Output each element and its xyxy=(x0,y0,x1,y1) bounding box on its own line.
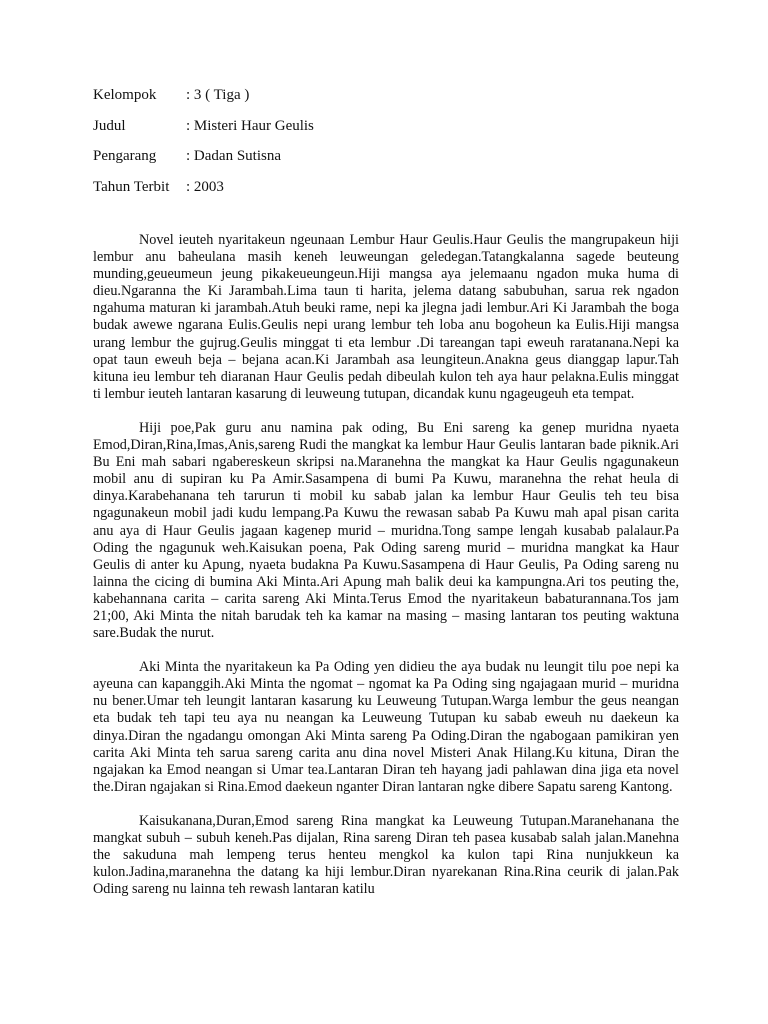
info-row-judul xyxy=(93,117,653,135)
info-label: Kelompok xyxy=(93,87,157,103)
info-label: Pengarang xyxy=(93,148,157,165)
info-row-pengarang xyxy=(93,147,653,165)
info-label: Judul xyxy=(93,117,126,134)
info-value: : 3 ( Tiga ) xyxy=(186,87,250,103)
book-info xyxy=(93,86,653,208)
info-row-kelompok xyxy=(93,86,653,104)
paragraph-3: Aki Minta the nyaritakeun ka Pa Oding yen didieu the aya budak nu leungit tilu poe nepi ka ayeuna can kapanggih.Aki Minta the ngomat – ngomat ka Pa Oding sing ngajagaan murid – muridna nu bener.Umar teh leungit lantaran kasarung ku Leuweung Tutupan.Warga lembur the geus neangan eta budak teh tapi teu aya nu neangan ka Leuweung Tutupan ku sabab eweuh nu daekeun ka dinya.Diran the ngadangu omongan Aki Minta sareng Pa Oding.Diran the ngabogaan pamikiran yen carita Aki Minta teh sarua sareng carita anu dina novel Misteri Anak Hilang.Ku kituna, Diran the ngajakan ka Emod neangan si Umar tea.Lantaran Diran teh hayang jadi pahlawan dina jiga eta novel the.Diran ngajakan si Rina.Emod daekeun nganter Diran lantaran ngke dibere Sapatu sareng Kantong. xyxy=(93,659,679,795)
info-value: : Misteri Haur Geulis xyxy=(186,117,314,134)
info-value: : 2003 xyxy=(186,178,224,195)
paragraph-1: Novel ieuteh nyaritakeun ngeunaan Lembur Haur Geulis.Haur Geulis the mangrupakeun hiji lembur anu baheulana masih keneh leuweungan geledegan.Tatangkalanna sagede beuteung munding,geueumeun jeung pikakeueungeun.Hiji mangsa aya jelemaanu ngadon muka huma di dieu.Ngaranna the Ki Jarambah.Lima taun ti harita, jelema datang sabubuhan, sarua rek ngadon ngahuma maturan ki jarambah.Atuh beuki rame, nepi ka jlegna jadi lembur.Ari Ki Jarambah the boga budak awewe ngarana Eulis.Geulis nepi urang lembur teh loba anu bogoheun ka Eulis.Hiji mangsa urang lembur the gujrug.Geulis minggat ti eta lembur .Di tareangan tapi eweuh raratanana.Nepi ka opat taun eweuh beja – bejana acan.Ki Jarambah asa leungiteun.Anakna geus dianggap lapur.Tah kituna ieu lembur teh diaranan Haur Geulis pedah dibeulah kulon teh aya haur pelakna.Eulis minggat ti lembur ieuteh lantaran kasarung di leuweung tutupan, dicandak kunu ngageugeuh eta tempat. xyxy=(93,232,679,402)
info-row-tahun-terbit xyxy=(93,178,653,196)
paragraph-2: Hiji poe,Pak guru anu namina pak oding, Bu Eni sareng ka genep muridna nyaeta Emod,Diran,Rina,Imas,Anis,sareng Rudi the mangkat ka lembur Haur Geulis lantaran bade piknik.Ari Bu Eni mah sabari ngabereskeun skripsi na.Maranehna the mangkat ka Haur Geulis ngagunakeun mobil anu di supiran ku Pa Amir.Sasampena di bumi Pa Kuwu, maranehna the rehat heula di dinya.Karabehanana teh tarurun ti mobil ku sabab jalan ka lembur Haur Geulis teh teu bisa ngagunakeun mobil jadi kudu lempang.Pa Kuwu the rewasan sabab Pa Kuwu mah apal pisan carita anu aya di Haur Geulis jagaan kagenep murid – muridna.Tong sampe lengah kusabab palalaur.Pa Oding the ngagunuk weh.Kaisukan poena, Pak Oding sareng murid – muridna mangkat ka Haur Geulis di anter ku Apung, nyaeta budakna Pa Kuwu.Sasampena di Haur Geulis, Pa Oding sareng nu lainna the cicing di bumina Aki Minta.Ari Apung mah balik deui ka kampungna.Ari tos peuting the, kabehannana carita – carita sareng Aki Minta.Terus Emod the nyaritakeun babaturannana.Tos jam 21;00, Aki Minta the nitah barudak teh ka kamar na masing – masing lantaran tos peuting waktuna sare.Budak the nurut. xyxy=(93,419,679,642)
info-label: Tahun Terbit xyxy=(93,178,170,195)
paragraph-4: Kaisukanana,Duran,Emod sareng Rina mangkat ka Leuweung Tutupan.Maranehanana the mangkat subuh – subuh keneh.Pas dijalan, Rina sareng Diran teh pasea kusabab salah jalan.Manehna the sakuduna mah lempeng terus henteu mengkol ka kulon tapi Rina nunjukkeun ka kulon.Jadina,maranehna the datang ka hiji lembur.Diran nyarekanan Rina.Rina ceurik di jalan.Pak Oding sareng nu lainna teh rewash lantaran katilu xyxy=(93,812,679,898)
info-value: : Dadan Sutisna xyxy=(186,148,281,165)
summary-text xyxy=(93,232,679,915)
